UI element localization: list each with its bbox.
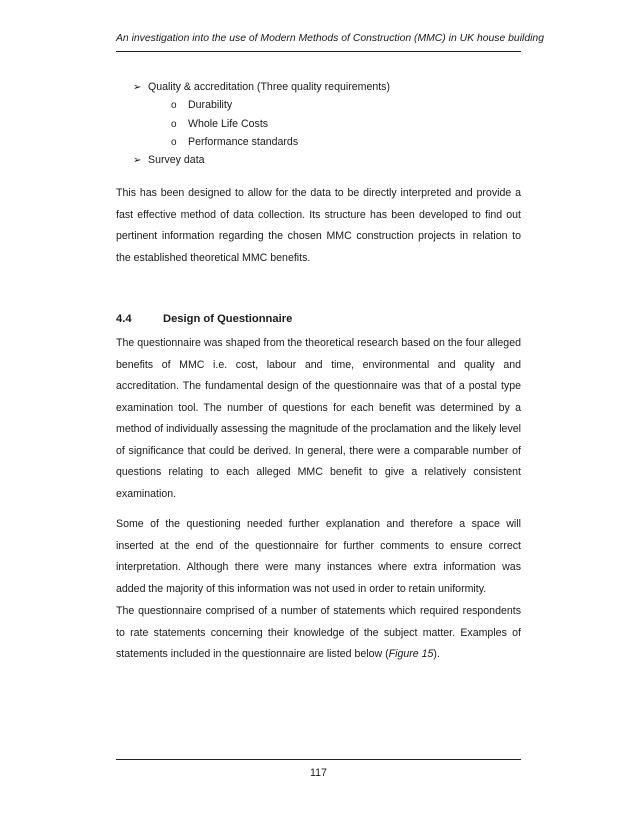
paragraph-further-explanation: Some of the questioning needed further explanation and therefore a space will inserted at the end of the questionnaire for further comments to ensure correct interpretation. Although there were many instances where extra information was added the majority of this information was not used in order to retain uniformity. <box>116 518 521 595</box>
section-title: Design of Questionnaire <box>163 313 293 325</box>
header-divider <box>116 51 521 52</box>
circle-bullet-icon: o <box>171 100 177 111</box>
circle-bullet-icon: o <box>171 119 177 130</box>
list-item-label: Survey data <box>148 154 205 166</box>
arrow-bullet-icon: ➢ <box>133 82 142 93</box>
sub-item-performance-standards <box>171 136 298 148</box>
list-item-survey <box>133 154 205 166</box>
sub-item-label: Performance standards <box>188 136 299 148</box>
paragraph-statements <box>116 601 521 666</box>
sub-item-durability <box>171 99 232 111</box>
running-header: An investigation into the use of Modern Methods of Construction (MMC) in UK house building <box>116 33 544 44</box>
page-number: 117 <box>310 767 327 779</box>
section-number: 4.4 <box>116 313 132 325</box>
paragraph-questionnaire-design: The questionnaire was shaped from the theoretical research based on the four alleged benefits of MMC i.e. cost, labour and time, environmental and quality and accreditation. The fundamental design of the questionnaire was that of a postal type examination tool. The number of questions for each benefit was determined by a method of individually assessing the magnitude of the proclamation and the likely level of significance that could be derived. In general, there were a comparable number of questions relating to each alleged MMC benefit to give a relatively consistent examination. <box>116 337 521 500</box>
sub-item-label: Durability <box>188 99 233 111</box>
paragraph-text: The questionnaire comprised of a number of statements which required respondents to rate statements concerning their knowledge of the subject matter. Examples of statements included in the questionnaire are listed below ( <box>116 605 521 660</box>
arrow-bullet-icon: ➢ <box>133 155 142 166</box>
figure-reference: Figure 15 <box>388 648 434 660</box>
footer-divider <box>116 759 521 760</box>
paragraph-text-end: ). <box>433 648 440 660</box>
circle-bullet-icon: o <box>171 137 177 148</box>
list-item-label: Quality & accreditation (Three quality requirements) <box>148 81 390 93</box>
sub-item-label: Whole Life Costs <box>188 118 269 130</box>
section-heading <box>116 313 292 325</box>
sub-item-whole-life-costs <box>171 118 268 130</box>
list-item-quality <box>133 81 390 93</box>
paragraph-data-interpretation: This has been designed to allow for the data to be directly interpreted and provide a fast effective method of data collection. Its structure has been developed to find out pertinent information regarding the chosen MMC construction projects in relation to the established theoretical MMC benefits. <box>116 187 521 264</box>
